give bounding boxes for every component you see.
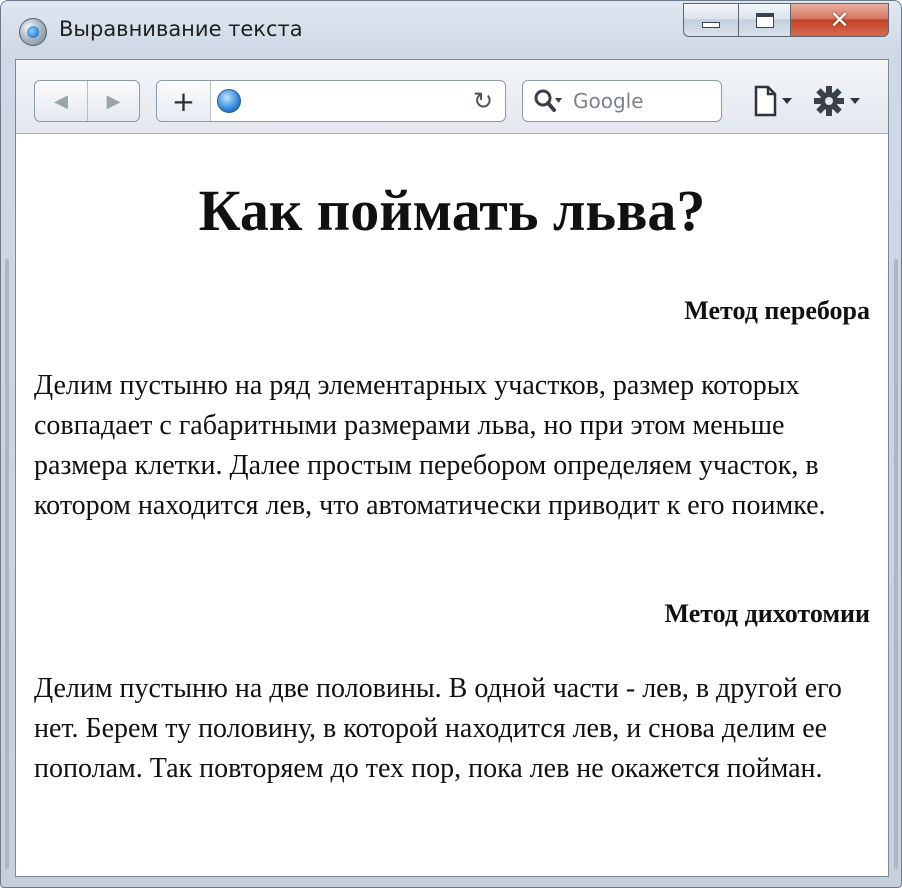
add-bookmark-button[interactable]: [157, 81, 211, 121]
globe-icon: [217, 89, 241, 113]
browser-client-area: [15, 59, 889, 877]
reload-icon[interactable]: ↻: [473, 87, 494, 115]
close-button[interactable]: [791, 3, 889, 37]
forward-arrow-icon: ▶: [106, 90, 121, 112]
page-content: [16, 135, 888, 876]
gear-icon[interactable]: [812, 82, 866, 120]
section-title-brute-force: Метод перебора: [684, 296, 870, 325]
search-input[interactable]: [573, 86, 713, 116]
back-button[interactable]: [35, 81, 87, 121]
caption-buttons: [683, 3, 889, 39]
window-frame-left-edge: [5, 259, 9, 869]
section-title-dichotomy: Метод дихотомии: [664, 599, 870, 628]
close-icon: ✕: [829, 6, 850, 34]
maximize-icon: [756, 13, 774, 28]
back-forward-group: [34, 80, 140, 122]
plus-icon: +: [171, 84, 196, 118]
url-input[interactable]: [249, 85, 459, 117]
search-box: [522, 80, 722, 122]
section-text-dichotomy: Делим пустыню на две половины. В одной части - лев, в другой его нет. Берем ту половину, в которой находится лев, и снова делим ее пополам. Так повторяем до тех пор, пока лев не окажется пойман.: [34, 673, 842, 784]
search-icon[interactable]: [533, 88, 563, 114]
minimize-button[interactable]: [683, 3, 739, 37]
title-bar[interactable]: [1, 1, 901, 57]
address-bar: [156, 80, 506, 122]
section-text-brute-force: Делим пустыню на ряд элементарных участков, размер которых совпадает с габаритными размерами льва, но при этом меньше размера клетки. Далее простым перебором определяем участок, в котором находится лев, что автоматически приводит к его поимке.: [34, 370, 826, 521]
window-title: Выравнивание текста: [59, 17, 303, 41]
forward-button[interactable]: [87, 81, 139, 121]
navigation-toolbar: [16, 60, 888, 134]
page-heading: Как поймать льва?: [198, 178, 706, 243]
maximize-button[interactable]: [739, 3, 791, 37]
back-arrow-icon: ◀: [54, 90, 68, 112]
minimize-icon: [702, 22, 720, 28]
window-frame-right-edge: [894, 259, 898, 869]
page-menu-icon[interactable]: [752, 84, 796, 120]
browser-app-icon: [19, 18, 47, 46]
